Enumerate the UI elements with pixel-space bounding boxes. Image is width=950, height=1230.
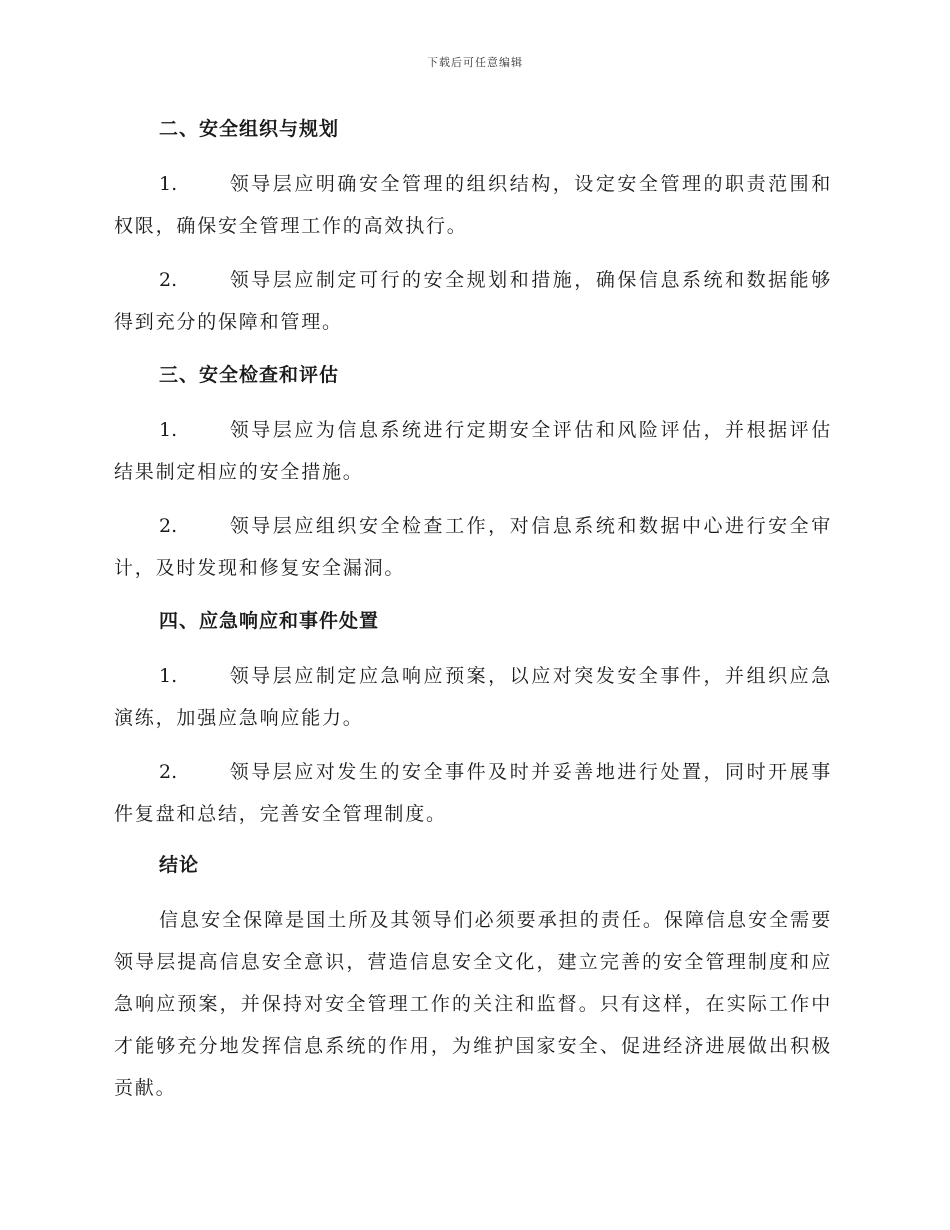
item-number: 1. <box>159 419 178 441</box>
page-header: 下载后可任意编辑 <box>427 56 523 69</box>
item-text: 领导层应对发生的安全事件及时并妥善地进行处置，同时开展事件复盘和总结，完善安全管理制度。 <box>114 761 832 825</box>
section-heading-inspection: 三、安全检查和评估 <box>159 364 340 386</box>
item-number: 2. <box>159 761 178 783</box>
list-item <box>114 505 832 589</box>
item-number: 1. <box>159 173 178 195</box>
conclusion-paragraph: 信息安全保障是国土所及其领导们必须要承担的责任。保障信息安全需要领导层提高信息安全意识，营造信息安全文化，建立完善的安全管理制度和应急响应预案，并保持对安全管理工作的关注和监督。只有这样，在实际工作中才能够充分地发挥信息系统的作用，为维护国家安全、促进经济进展做出积极贡献。 <box>114 909 832 1099</box>
item-text: 领导层应制定应急响应预案，以应对突发安全事件，并组织应急演练，加强应急响应能力。 <box>114 665 832 729</box>
document-body <box>114 109 832 1121</box>
list-item <box>114 655 832 739</box>
item-text: 领导层应明确安全管理的组织结构，设定安全管理的职责范围和权限，确保安全管理工作的高效执行。 <box>114 173 832 237</box>
item-text: 领导层应为信息系统进行定期安全评估和风险评估，并根据评估结果制定相应的安全措施。 <box>114 419 832 483</box>
item-number: 2. <box>159 515 178 537</box>
list-item <box>114 259 832 343</box>
conclusion-heading: 结论 <box>159 854 200 876</box>
list-item <box>114 163 832 247</box>
section-heading-emergency: 四、应急响应和事件处置 <box>159 610 380 632</box>
list-item <box>114 751 832 835</box>
section-heading-organization: 二、安全组织与规划 <box>159 118 340 140</box>
item-number: 2. <box>159 269 178 291</box>
item-text: 领导层应组织安全检查工作，对信息系统和数据中心进行安全审计，及时发现和修复安全漏洞。 <box>114 515 832 579</box>
list-item <box>114 409 832 493</box>
item-text: 领导层应制定可行的安全规划和措施，确保信息系统和数据能够得到充分的保障和管理。 <box>114 269 832 333</box>
item-number: 1. <box>159 665 178 687</box>
